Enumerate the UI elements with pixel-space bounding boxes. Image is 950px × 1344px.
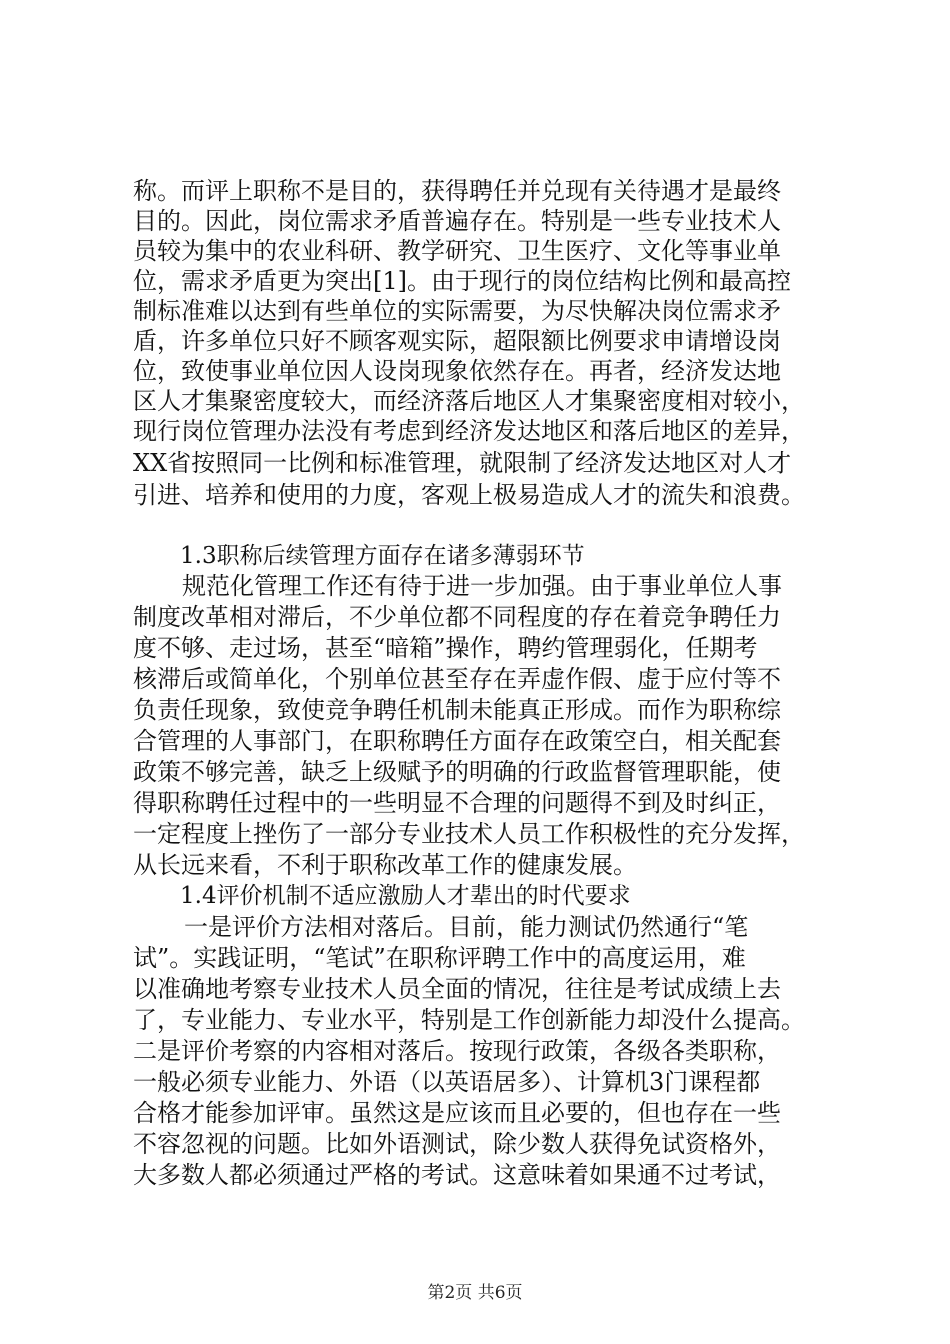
paragraph-2-line: 从长远来看，不利于职称改革工作的健康发展。	[133, 851, 637, 879]
paragraph-2-line: 规范化管理工作还有待于进一步加强。由于事业单位人事	[182, 572, 782, 600]
paragraph-2-line: 一定程度上挫伤了一部分专业技术人员工作积极性的充分发挥，	[133, 820, 805, 848]
section-heading-1-4: 1.4评价机制不适应激励人才辈出的时代要求	[180, 883, 631, 909]
paragraph-1-line: 制标准难以达到有些单位的实际需要，为尽快解决岗位需求矛	[133, 297, 781, 325]
paragraph-1-line: 称。而评上职称不是目的，获得聘任并兑现有关待遇才是最终	[133, 177, 781, 205]
page-number-footer: 第2页 共6页	[427, 1283, 523, 1303]
paragraph-1-line: 引进、培养和使用的力度，客观上极易造成人才的流失和浪费。	[133, 481, 805, 509]
paragraph-1-line: 盾，许多单位只好不顾客观实际，超限额比例要求申请增设岗	[133, 327, 781, 355]
paragraph-3-line: 一是评价方法相对落后。目前，能力测试仍然通行“笔	[184, 913, 749, 941]
paragraph-2-line: 制度改革相对滞后，不少单位都不同程度的存在着竞争聘任力	[133, 603, 781, 631]
paragraph-2-line: 合管理的人事部门，在职称聘任方面存在政策空白，相关配套	[133, 727, 781, 755]
paragraph-2-line: 度不够、走过场，甚至“暗箱”操作，聘约管理弱化，任期考	[133, 634, 758, 662]
paragraph-3-line: 以准确地考察专业技术人员全面的情况，往往是考试成绩上去	[133, 975, 781, 1003]
paragraph-1-line: 目的。因此，岗位需求矛盾普遍存在。特别是一些专业技术人	[133, 207, 781, 235]
paragraph-2-line: 得职称聘任过程中的一些明显不合理的问题得不到及时纠正，	[133, 789, 781, 817]
paragraph-2-line: 负责任现象，致使竞争聘任机制未能真正形成。而作为职称综	[133, 696, 781, 724]
paragraph-3-line: 二是评价考察的内容相对落后。按现行政策，各级各类职称，	[133, 1037, 781, 1065]
paragraph-1-line: 员较为集中的农业科研、教学研究、卫生医疗、文化等事业单	[133, 237, 781, 265]
paragraph-3-line: 大多数人都必须通过严格的考试。这意味着如果通不过考试，	[133, 1161, 781, 1189]
paragraph-1-line: XX省按照同一比例和标准管理，就限制了经济发达地区对人才	[133, 449, 792, 477]
section-heading-1-3: 1.3职称后续管理方面存在诸多薄弱环节	[180, 543, 585, 569]
paragraph-3-line: 试”。实践证明，“笔试”在职称评聘工作中的高度运用，难	[133, 944, 746, 972]
paragraph-2-line: 核滞后或简单化，个别单位甚至存在弄虚作假、虚于应付等不	[133, 665, 781, 693]
paragraph-2-line: 政策不够完善，缺乏上级赋予的明确的行政监督管理职能，使	[133, 758, 781, 786]
paragraph-3-line: 不容忽视的问题。比如外语测试，除少数人获得免试资格外，	[133, 1130, 781, 1158]
paragraph-3-line: 了，专业能力、专业水平，特别是工作创新能力却没什么提高。	[133, 1006, 805, 1034]
paragraph-1-line: 现行岗位管理办法没有考虑到经济发达地区和落后地区的差异，	[133, 417, 805, 445]
paragraph-1-line: 区人才集聚密度较大，而经济落后地区人才集聚密度相对较小，	[133, 387, 805, 415]
paragraph-1-line: 位，致使事业单位因人设岗现象依然存在。再者，经济发达地	[133, 357, 781, 385]
paragraph-3-line: 一般必须专业能力、外语（以英语居多）、计算机3门课程都	[133, 1068, 761, 1096]
paragraph-1-line: 位，需求矛盾更为突出[1]。由于现行的岗位结构比例和最高控	[133, 267, 791, 295]
paragraph-3-line: 合格才能参加评审。虽然这是应该而且必要的，但也存在一些	[133, 1099, 781, 1127]
